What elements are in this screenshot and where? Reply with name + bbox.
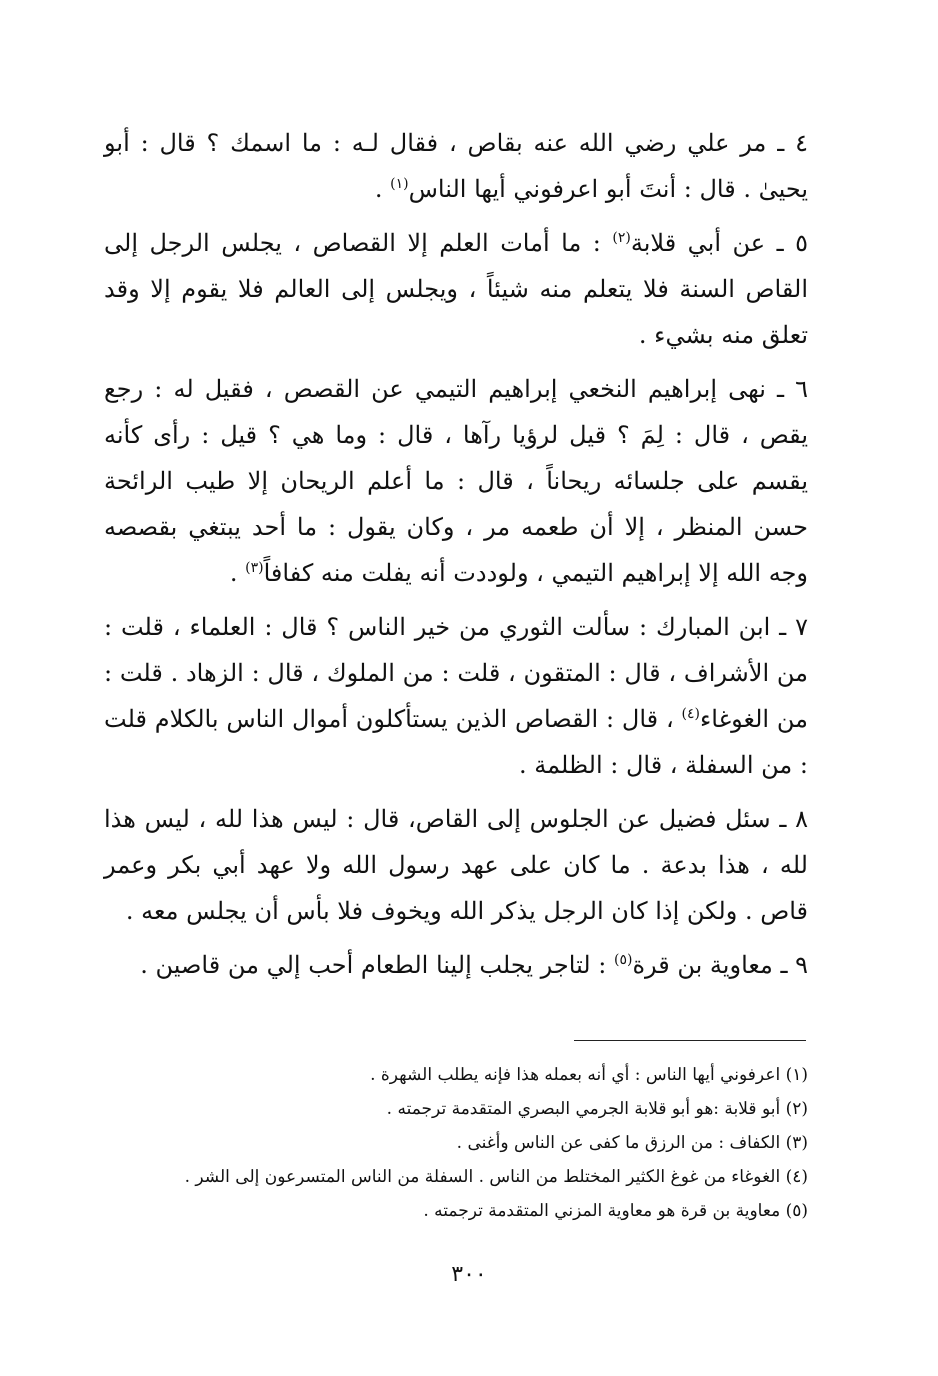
footnote-divider [574,1040,806,1041]
main-text [104,120,808,996]
footnote-ref-4: (٤) [681,706,700,722]
footnote-ref-3: (٣) [245,560,264,576]
footnote-3: (٣) الكفاف : من الرزق ما كفى عن الناس وأغنى . [456,1133,808,1153]
footnote-ref-1: (١) [390,176,409,192]
footnote-2: (٢) أبو قلابة :هو أبو قلابة الجرمي البصري المتقدمة ترجمته . [386,1099,808,1119]
footnotes [104,1058,808,1228]
page-number: ٣٠٠ [451,1262,487,1287]
paragraph-7: ٧ ـ ابن المبارك : سألت الثوري من خير الناس ؟ قال : العلماء ، قلت : من الأشراف ، قال : المتقون ، قلت : من الملوك ، قال : الزهاد . قلت : من الغوغاء$^{(٤)}$ ، قال : القصاص الذين يستأكلون أموال الناس بالكلام قلت : من السفلة ، قال : الظلمة . [104,613,809,779]
paragraph-4: ٤ ـ مر علي رضي الله عنه بقاص ، فقال لـه : ما اسمك ؟ قال : أبو يحيىٰ . قال : أنتَ أبو اعرفوني أيها الناس$^{(١)}$ . [104,129,808,203]
paragraph-8: ٨ ـ سئل فضيل عن الجلوس إلى القاص، قال : ليس هذا لله ، ليس هذا لله ، هذا بدعة . ما كان على عهد رسول الله ولا عهد أبي بكر وعمر قاص . ولكن إذا كان الرجل يذكر الله ويخوف فلا بأس أن يجلس معه . [104,805,808,925]
footnote-5: (٥) معاوية بن قرة هو معاوية المزني المتقدمة ترجمته . [423,1201,808,1221]
footnote-ref-5: (٥) [613,952,633,968]
paragraph-9: ٩ ـ معاوية بن قرة$^{(٥)}$ : لتاجر يجلب إلينا الطعام أحب إلي من قاصين . [140,951,808,979]
paragraph-6: ٦ ـ نهى إبراهيم النخعي إبراهيم التيمي عن القصص ، فقيل له : رجع يقص ، قال : لِمَ ؟ قيل لرؤيا رآها ، قال : وما هي ؟ قيل : رأى كأنه يقسم على جلسائه ريحاناً ، قال : ما أعلم الريحان إلا طيب الرائحة حسن المنظر ، إلا أن طعمه مر ، وكان يقول : ما أحد يبتغي بقصصه وجه الله إلا إبراهيم التيمي ، ولوددت أنه يفلت منه كفافاً$^{(٣)}$ . [104,375,809,587]
footnote-ref-2: (٢) [612,230,631,246]
footnote-1: (١) اعرفوني أيها الناس : أي أنه بعمله هذا فإنه يطلب الشهرة . [370,1065,808,1085]
footnote-4: (٤) الغوغاء من غوغ الكثير المختلط من الناس . السفلة من الناس المتسرعون إلى الشر . [184,1167,808,1187]
paragraph-5: ٥ ـ عن أبي قلابة$^{(٢)}$ : ما أمات العلم إلا القصاص ، يجلس الرجل إلى القاص السنة فلا يتعلم منه شيئاً ، ويجلس إلى العالم فلا يقوم إلا وقد تعلق منه بشيء . [104,229,809,349]
